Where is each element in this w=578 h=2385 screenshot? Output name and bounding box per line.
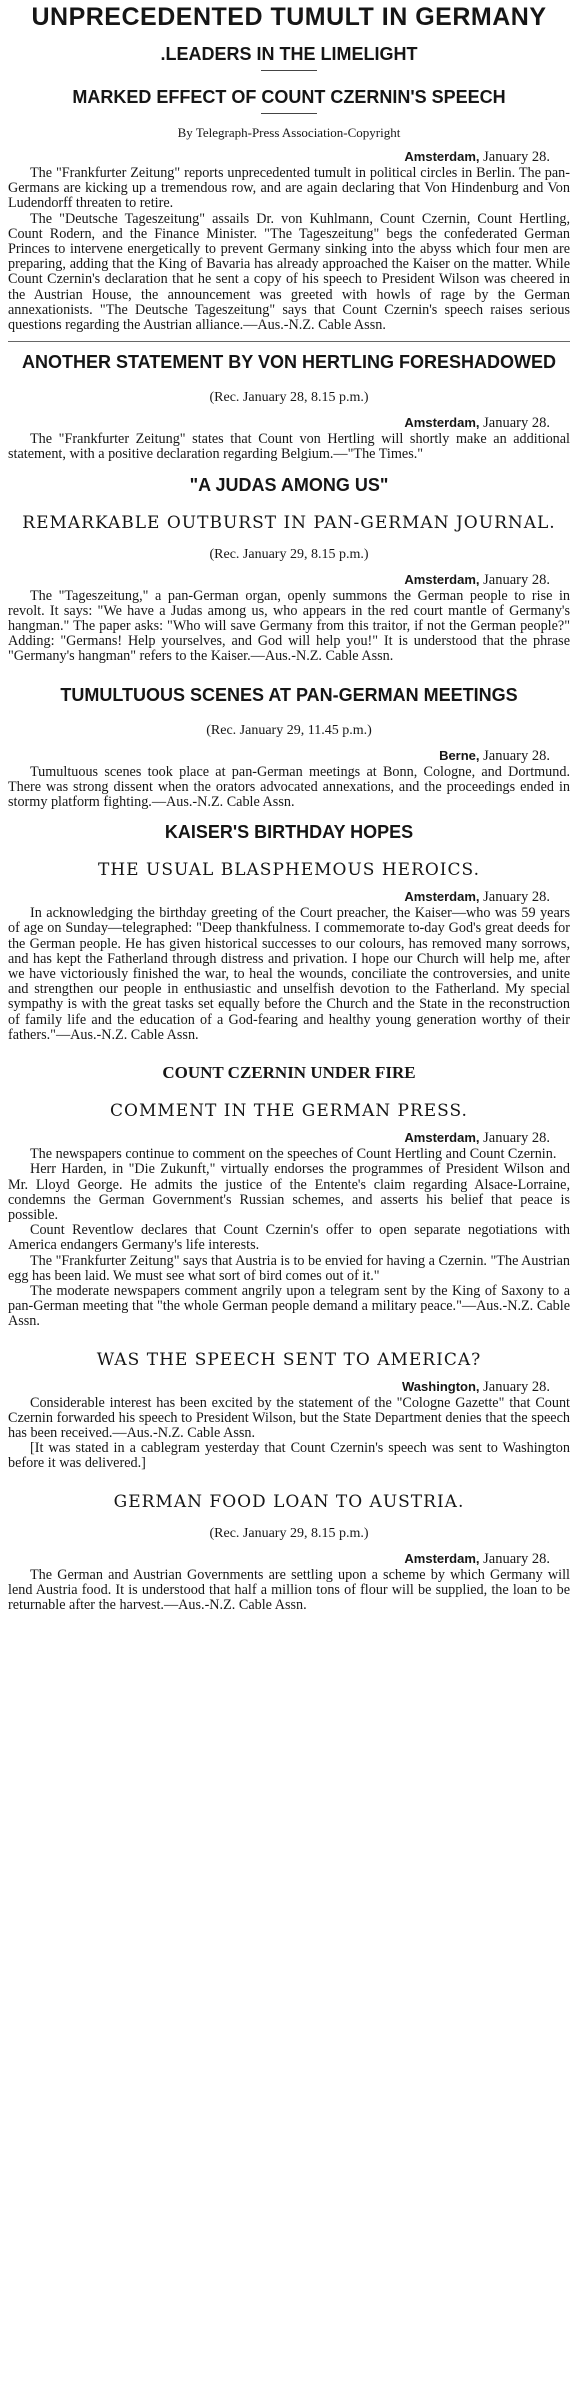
article-body: [8, 906, 570, 1043]
article-czernin-under-fire: [8, 1061, 570, 1329]
dateline-date: January 28.: [483, 571, 550, 588]
headline: KAISER'S BIRTHDAY HOPES: [164, 822, 414, 843]
received-time: (Rec. January 28, 8.15 p.m.): [209, 390, 369, 406]
article-speech-america: [8, 1348, 570, 1472]
paragraph: The newspapers continue to comment on the speeches of Count Hertling and Count Czernin.: [30, 1146, 557, 1163]
article-body: [8, 765, 570, 811]
dateline-place: Amsterdam,: [404, 415, 480, 431]
dateline-date: January 28.: [483, 149, 550, 165]
divider: [261, 70, 317, 71]
paragraph: The "Frankfurter Zeitung" states that Count von Hertling will shortly make an additional statement, with a positive declaration regarding Belgium.—"The Times.": [8, 431, 570, 463]
article-tumultuous-scenes: [8, 683, 570, 811]
article-body: [8, 1568, 570, 1614]
article-body: [8, 432, 570, 462]
dateline-date: January 28.: [483, 747, 550, 764]
divider: [261, 113, 317, 114]
dateline-date: January 28.: [483, 415, 550, 432]
dateline-place: Washington,: [402, 1378, 480, 1394]
paragraph: The German and Austrian Governments are settling upon a scheme by which Germany will lend Austria food. It is understood that half a million tons of flour will be supplied, the loan to be returnable after the harvest.—Aus.-N.Z. Cable Assn.: [8, 1566, 570, 1613]
paragraph: In acknowledging the birthday greeting of the Court preacher, the Kaiser—who was 59 years of age on Sunday—telegraphed: "Deep thankfulness. I commemorate to-day God's great deeds for the German people. He has given historical successes to our colours, has removed many sorrows, and has kept the Fatherland through distress and privation. I hope our Church will help me, after we have victoriously finished the war, to heal the wounds, conciliate the controversies, and unite and strengthen our people in enthusiastic and unselfish devotion to the Fatherland. My special sympathy is with the great tasks set equally before the Church and the State in the reconstruction of family life and the education of a God-fearing and healthy young generation worthy of their fathers."—Aus.-N.Z. Cable Assn.: [8, 905, 570, 1043]
paragraph: The "Frankfurter Zeitung" reports unprecedented tumult in political circles in Berlin. The pan-Germans are kicking up a tremendous row, and are again declaring that Von Hindenburg and Von Ludendorff threaten to retire.: [8, 165, 570, 212]
article-kaiser-birthday: [8, 820, 570, 1043]
dateline: [8, 1378, 570, 1396]
dateline: [8, 571, 570, 589]
dateline-date: January 28.: [483, 1378, 550, 1395]
headline: ANOTHER STATEMENT BY VON HERTLING FORESHADOWED: [21, 352, 556, 373]
article-body: [8, 166, 570, 333]
paragraph: Considerable interest has been excited by the statement of the "Cologne Gazette" that Count Czernin forwarded his speech to President Wilson, but the State Department denies that the speech has been received.—Aus.-N.Z. Cable Assn.: [8, 1394, 570, 1441]
byline: By Telegraph-Press Association-Copyright: [177, 125, 401, 140]
paragraph: [It was stated in a cablegram yesterday that Count Czernin's speech was sent to Washington before it was delivered.]: [8, 1440, 570, 1472]
dateline-place: Amsterdam,: [404, 149, 480, 164]
dateline-place: Berne,: [439, 747, 480, 763]
dateline-place: Amsterdam,: [404, 1130, 480, 1146]
dateline: [8, 747, 570, 765]
paragraph: Tumultuous scenes took place at pan-German meetings at Bonn, Cologne, and Dortmund. There was strong dissent when the orators advocated annexations, and the proceedings ended in stormy platform fighting.—Aus.-N.Z. Cable Assn.: [8, 763, 570, 811]
article-body: [8, 1147, 570, 1329]
subheadline: REMARKABLE OUTBURST IN PAN-GERMAN JOURNAL.: [22, 512, 556, 533]
dateline-place: Amsterdam,: [404, 1550, 480, 1566]
article-judas: [8, 473, 570, 665]
received-time: (Rec. January 29, 11.45 p.m.): [206, 722, 372, 738]
divider: [8, 341, 570, 342]
subheadline: .LEADERS IN THE LIMELIGHT: [160, 44, 418, 64]
subheadline: MARKED EFFECT OF COUNT CZERNIN'S SPEECH: [72, 87, 506, 107]
dateline-place: Amsterdam,: [404, 571, 480, 587]
article-body: [8, 589, 570, 665]
subheadline: COMMENT IN THE GERMAN PRESS.: [110, 1101, 468, 1122]
headline: UNPRECEDENTED TUMULT IN GERMANY: [31, 3, 547, 31]
dateline: [8, 414, 570, 432]
newspaper-column: [0, 2, 578, 1613]
paragraph: The "Tageszeitung," a pan-German organ, openly summons the German people to rise in revolt. It says: "We have a Judas among us, who appears in the red court mantle of Germany's hangman." The paper asks: "Who will save Germany from this traitor, if not the German people?" Adding: "Germans! Help yourselves, and God will help you!" It is understood that the phrase "Germany's hangman" refers to the Kaiser.—Aus.-N.Z. Cable Assn.: [8, 587, 570, 665]
dateline: [8, 888, 570, 906]
received-time: (Rec. January 29, 8.15 p.m.): [209, 546, 369, 562]
dateline-date: January 28.: [483, 889, 550, 906]
dateline-place: Amsterdam,: [404, 889, 480, 905]
paragraph: The "Frankfurter Zeitung" says that Austria is to be envied for having a Czernin. "The Austrian egg has been laid. We must see what sort of bird comes out of it.": [8, 1252, 570, 1284]
article-hertling: [8, 350, 570, 462]
headline: COUNT CZERNIN UNDER FIRE: [162, 1063, 416, 1083]
dateline-date: January 28.: [483, 1550, 550, 1567]
paragraph: The "Deutsche Tageszeitung" assails Dr. von Kuhlmann, Count Czernin, Count Hertling, Count Rodern, and the Finance Minister. "The Tageszeitung" begs the confederated German Princes to intervene energetically to prevent Germany sinking into the abyss which four men are preparing, adding that the King of Bavaria has already approached the Kaiser on the matter. While Count Czernin's declaration that he sent a copy of his speech to President Wilson was cheered in the Austrian House, the announcement was greeted with howls of rage by the German annexationists. "The Deutsche Tageszeitung" says that Count Czernin's speech raises serious questions regarding the Austrian alliance.—Aus.-N.Z. Cable Assn.: [8, 210, 570, 334]
article-food-loan: [8, 1490, 570, 1614]
dateline-date: January 28.: [483, 1130, 550, 1147]
paragraph: The moderate newspapers comment angrily upon a telegram sent by the King of Saxony to a pan-German meeting that "the whole German people demand a military peace."—Aus.-N.Z. Cable Assn.: [8, 1282, 570, 1330]
received-time: (Rec. January 29, 8.15 p.m.): [209, 1525, 369, 1541]
article-body: [8, 1396, 570, 1472]
dateline: [8, 1129, 570, 1147]
article-tumult: [8, 2, 570, 333]
dateline: [8, 148, 570, 166]
headline: WAS THE SPEECH SENT TO AMERICA?: [96, 1349, 482, 1370]
paragraph: Count Reventlow declares that Count Czernin's offer to open separate negotiations with America endangers Germany's life interests.: [8, 1222, 570, 1254]
headline: "A JUDAS AMONG US": [189, 474, 389, 495]
headline: GERMAN FOOD LOAN TO AUSTRIA.: [113, 1491, 465, 1512]
dateline: [8, 1550, 570, 1568]
paragraph: Herr Harden, in "Die Zukunft," virtually endorses the programmes of President Wilson and Mr. Lloyd George. He admits the justice of the Entente's claim regarding Alsace-Lorraine, condemns the German Government's Russian schemes, and asserts his belief that peace is possible.: [8, 1161, 570, 1223]
subheadline: THE USUAL BLASPHEMOUS HEROICS.: [98, 860, 480, 881]
headline: TUMULTUOUS SCENES AT PAN-GERMAN MEETINGS: [60, 684, 518, 705]
